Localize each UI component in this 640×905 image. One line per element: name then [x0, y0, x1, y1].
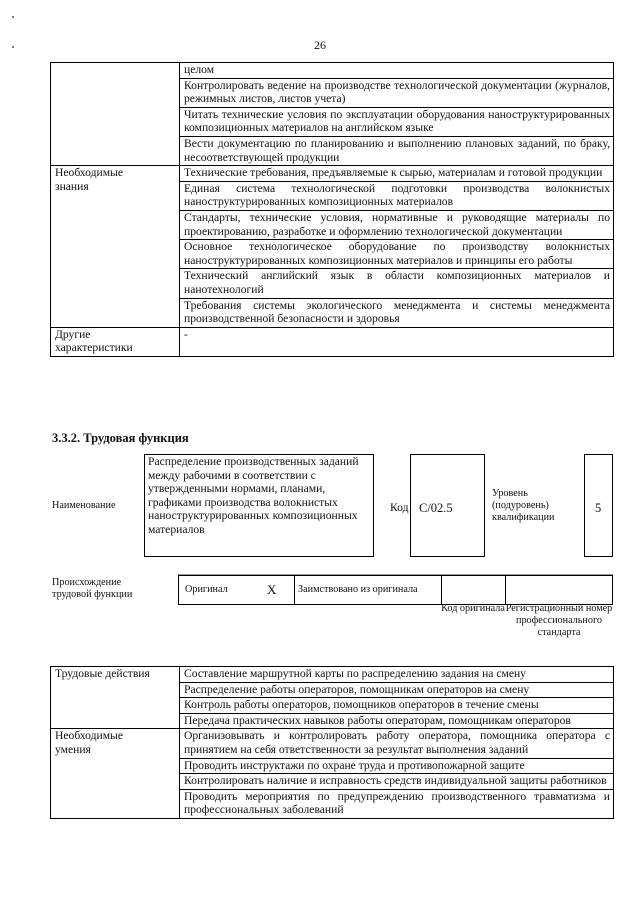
table-cell: Проводить мероприятия по предупреждению производственного травматизма и профессиональных заболеваний — [180, 789, 614, 818]
level-box — [584, 454, 613, 557]
table-cell: Контролировать ведение на производстве технологической документации (журналов, режимных листов, листов учета) — [180, 78, 614, 107]
section-title: 3.3.2. Трудовая функция — [52, 431, 189, 445]
table-cell: Составление маршрутной карты по распределению задания на смену — [180, 667, 614, 683]
actions-table — [50, 666, 614, 819]
function-name-text: Распределение производственных заданий между рабочими в соответствии с утвержденными нормами, планами, графиками производства волокнистых наноструктурированных композиционных материалов — [148, 455, 359, 536]
table-cell: Единая система технологической подготовки производства волокнистых наноструктурированных композиционных материалов — [180, 181, 614, 210]
original-label: Оригинал — [185, 584, 228, 595]
origin-box — [178, 574, 613, 605]
borrowed-label: Заимствовано из оригинала — [298, 584, 418, 595]
code-value: C/02.5 — [419, 501, 453, 515]
table-cell: Передача практических навыков работы операторам, помощникам операторов — [180, 713, 614, 729]
row-label: Другие характеристики — [51, 327, 180, 356]
table-cell: Основное технологическое оборудование по производству волокнистых наноструктурированных композиционных материалов и принципы его работы — [180, 240, 614, 269]
original-cell — [178, 575, 295, 605]
origin-code-cell — [441, 575, 506, 605]
code-box — [410, 454, 485, 557]
row-label: Трудовые действия — [51, 667, 180, 729]
table-cell: Контролировать наличие и исправность средств индивидуальной защиты работников — [180, 774, 614, 790]
table-cell: Стандарты, технические условия, нормативные и руководящие материалы по проектированию, разработке и оформлению технологической документации — [180, 210, 614, 239]
page-number: 26 — [314, 38, 326, 52]
table-cell: Требования системы экологического менеджмента и системы менеджмента производственной безопасности и здоровья — [180, 298, 614, 327]
table-cell: Распределение работы операторов, помощникам операторов на смену — [180, 682, 614, 698]
level-label: Уровень (подуровень) квалификации — [492, 488, 555, 523]
reg-number-label: Регистрационный номер профессионального стандарта — [505, 603, 613, 638]
origin-label: Происхождение трудовой функции — [52, 577, 133, 600]
table-cell: Проводить инструктажи по охране труда и противопожарной защите — [180, 758, 614, 774]
origin-code-label: Код оригинала — [441, 603, 505, 614]
original-mark: X — [267, 582, 277, 597]
row-label — [51, 63, 180, 166]
knowledge-table — [50, 62, 614, 357]
table-cell: Технические требования, предъявляемые к сырью, материалам и готовой продукции — [180, 166, 614, 182]
table-cell: Технический английский язык в области композиционных материалов и нанотехнологий — [180, 269, 614, 298]
table-cell: - — [180, 327, 614, 356]
scan-speck — [12, 46, 14, 48]
table-cell: целом — [180, 63, 614, 79]
scan-speck — [12, 16, 14, 18]
level-value: 5 — [595, 501, 602, 515]
reg-number-cell — [505, 575, 613, 605]
table-cell: Читать технические условия по эксплуатации оборудования наноструктурированных композиционных материалов на английском языке — [180, 107, 614, 136]
row-label: Необходимые знания — [51, 166, 180, 328]
function-name-box — [144, 454, 374, 557]
row-label: Необходимые умения — [51, 729, 180, 819]
table-cell: Контроль работы операторов, помощников операторов в течение смены — [180, 698, 614, 714]
code-label: Код — [390, 501, 409, 514]
borrowed-cell — [293, 575, 442, 605]
name-label: Наименование — [52, 500, 116, 511]
table-cell: Вести документацию по планированию и выполнению плановых заданий, по браку, несоответствующей продукции — [180, 136, 614, 165]
table-cell: Организовывать и контролировать работу оператора, помощника оператора с принятием на себя ответственности за результат выполнения заданий — [180, 729, 614, 758]
